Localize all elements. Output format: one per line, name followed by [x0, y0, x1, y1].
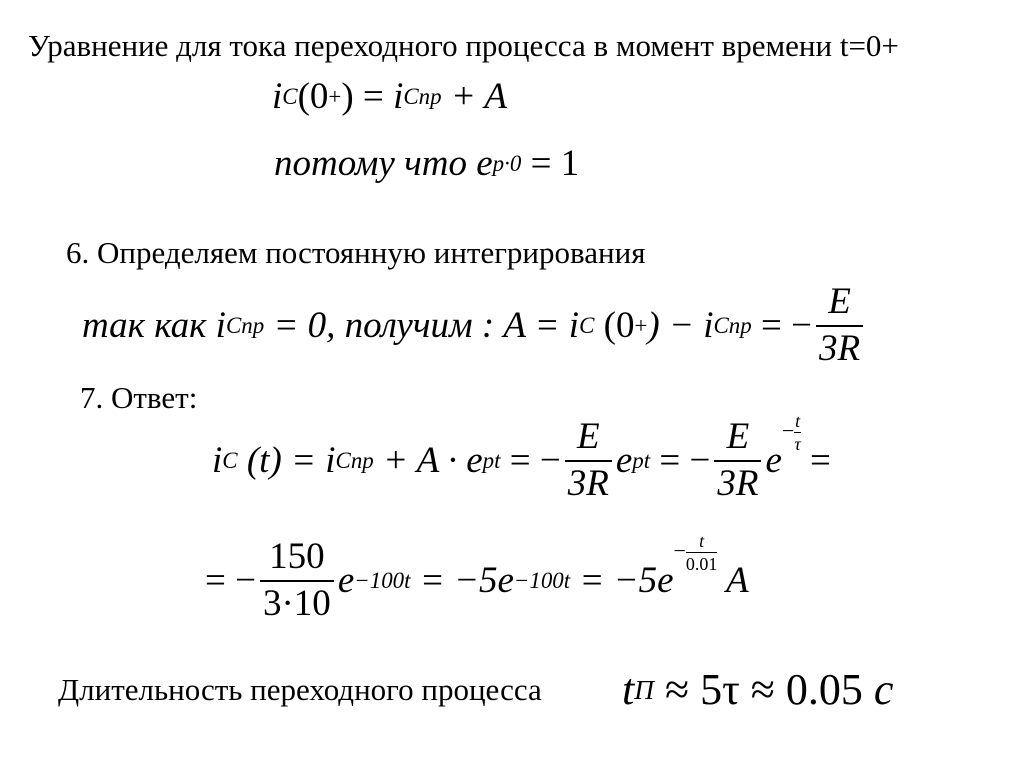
eq3-text2: = 0, получим : A = i: [264, 305, 580, 347]
eq5-lead: = −: [205, 560, 256, 602]
eq4-fraction2: [714, 418, 761, 504]
eq1-i2: i: [393, 76, 404, 117]
eq4-exp-num: t: [795, 411, 801, 432]
equation-answer-line2: = − $\frac{150}{3\cdot 10}$ e −100t = −5e −100t = −5e − t 0.01 A: [205, 531, 749, 624]
eq3-fraction-den: 3R: [818, 327, 861, 369]
eq2-tail: = 1: [521, 143, 580, 184]
eq5-mid2: = −5e: [570, 560, 674, 602]
eq4-fraction2-num: E: [726, 416, 750, 457]
duration-label: Длительность переходного процесса: [58, 672, 542, 707]
eq5-exp-fraction: [686, 532, 718, 573]
equation-because-e-p0: потому что e p·0 = 1: [274, 143, 580, 184]
eq4-fraction2-den: 3R: [717, 462, 759, 504]
eq6-rest: ≈ 5τ ≈ 0.05: [653, 665, 874, 714]
eq5-exp-minus: −: [673, 538, 686, 564]
eq3-text5: = −: [751, 305, 812, 347]
eq3-fraction: [816, 283, 863, 369]
eq5-exponent: [674, 532, 718, 573]
eq4-lhs: i: [212, 440, 223, 482]
eq1-tail: + A: [441, 76, 507, 117]
eq5-fraction-bar: [260, 580, 334, 582]
eq1-i: i: [272, 76, 283, 117]
step-6-title: 6. Определяем постоянную интегрирования: [66, 235, 646, 270]
eq5-fraction: [260, 538, 334, 624]
eq4-fraction1: [565, 418, 612, 504]
eq4-eq2: = −: [650, 440, 711, 482]
eq3-text3: (0: [594, 305, 635, 347]
eq4-fraction1-den: 3R: [567, 462, 609, 504]
eq4-e3: e: [765, 440, 782, 482]
eq4-eq: = −: [500, 440, 561, 482]
eq5-mid: = −5e: [410, 560, 514, 602]
eq4-exp-fraction: [794, 412, 800, 453]
eq4-tail: =: [800, 440, 831, 482]
eq5-exp-num: t: [699, 531, 705, 552]
eq5-fraction-den: 3·10: [262, 582, 331, 624]
eq5-unit: A: [717, 560, 749, 602]
eq4-fraction1-bar: [565, 460, 612, 462]
eq4-fraction1-num: E: [577, 416, 600, 457]
equation-answer-line1: i C (t) = i Cпр + A · e pt = − $\frac{E}{3R}$ e pt = − $\frac{E}{3R}$ e − t τ =: [212, 411, 831, 504]
equation-duration: t П ≈ 5τ ≈ 0.05 c: [622, 665, 894, 714]
heading-equation-t0: Уравнение для тока переходного процесса в момент времени t=0+: [28, 28, 899, 63]
eq5-fraction-num: 150: [269, 536, 325, 577]
eq6-unit: c: [873, 665, 894, 714]
eq3-text1: так как i: [82, 305, 226, 347]
eq5-exp-bar: [686, 552, 718, 553]
eq1-arg-open: (0: [297, 76, 329, 117]
eq5-exp-den: 0.01: [685, 554, 718, 575]
eq4-exponent: [782, 412, 801, 453]
eq3-text4: ) − i: [647, 305, 714, 347]
eq5-e1: e: [337, 560, 355, 602]
step-7-title: 7. Ответ:: [80, 380, 198, 415]
eq6-t: t: [622, 665, 635, 714]
eq2-text: потому что e: [274, 143, 493, 184]
eq4-e2: e: [615, 440, 633, 482]
eq4-exp-bar: [794, 432, 800, 433]
eq1-arg-close: ) =: [341, 76, 394, 117]
eq4-mid: + A · e: [373, 440, 483, 482]
eq4-exp-minus: −: [781, 418, 795, 444]
eq3-fraction-num: E: [828, 281, 851, 322]
eq4-lhs-arg: (t) = i: [237, 440, 336, 482]
equation-constant-A: так как i Cпр = 0, получим : A = i C (0 + ) − i Cпр = − $\frac{E}{3R}$: [82, 283, 867, 369]
eq4-fraction2-bar: [714, 460, 761, 462]
eq4-exp-den: τ: [794, 434, 801, 455]
equation-ic-0plus: i C (0 + ) = i Cпр + A: [272, 76, 507, 117]
eq3-fraction-bar: [816, 325, 863, 327]
